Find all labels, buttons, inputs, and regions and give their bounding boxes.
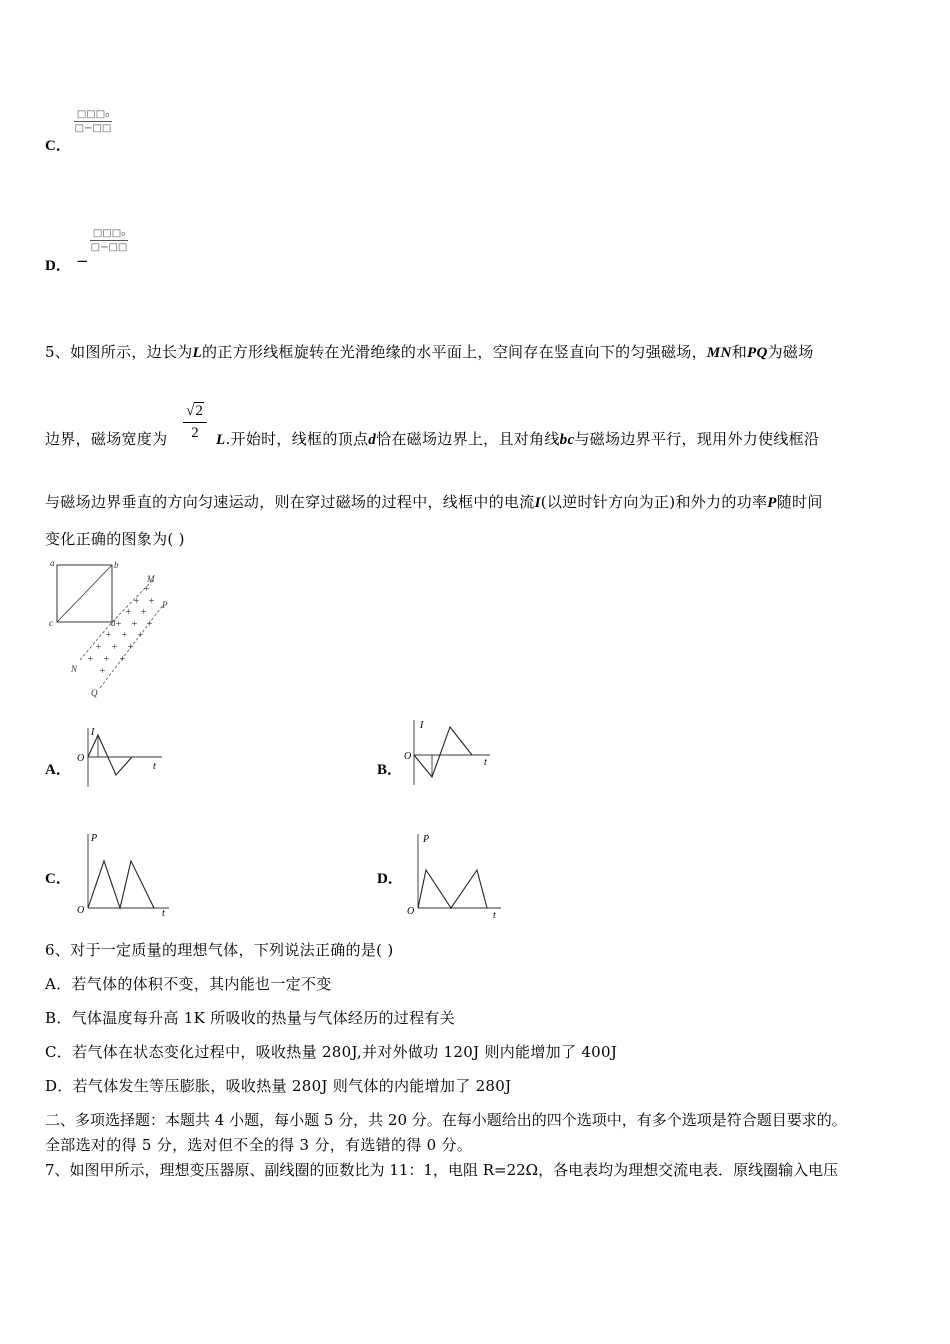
label-P: P (162, 600, 168, 610)
axis-t-label: t (484, 757, 487, 768)
field-crosses (87, 584, 155, 677)
q5-line-2b: L.开始时，线框的顶点d恰在磁场边界上，且对角线bc与磁场边界平行，现用外力使线框沿 (216, 430, 820, 448)
option-d-fraction (90, 228, 128, 253)
label-Q: Q (91, 688, 98, 698)
label-c: c (49, 618, 53, 628)
axis-t-label: t (153, 761, 156, 772)
option-c-label: C． (45, 138, 71, 154)
q6-option-a: A．若气体的体积不变，其内能也一定不变 (45, 975, 332, 993)
q5-graph-d (403, 828, 505, 920)
q5-option-c-label: C． (45, 871, 71, 887)
option-c-denominator: □−□□ (74, 123, 112, 134)
svg-text:+: + (125, 607, 132, 618)
q5-line-2: 边界，磁场宽度为 (45, 430, 168, 448)
svg-text:+: + (103, 654, 110, 665)
diagonal-bc (57, 565, 112, 622)
curve-a (88, 735, 132, 775)
option-d-denominator: □−□□ (90, 242, 128, 253)
svg-text:+: + (133, 596, 140, 607)
svg-text:+: + (131, 619, 138, 630)
svg-text:+: + (99, 666, 106, 677)
q5-graph-b (402, 715, 497, 787)
axis-I-label: I (420, 720, 424, 731)
svg-text:+: + (140, 607, 147, 618)
svg-text:+: + (143, 584, 150, 595)
q5-line-1: 5、如图所示，边长为L的正方形线框旋转在光滑绝缘的水平面上，空间存在竖直向下的匀强磁场，MN和PQ为磁场 (45, 343, 814, 361)
svg-text:+: + (121, 630, 128, 641)
q5-option-b-label: B． (377, 762, 403, 778)
svg-text:+: + (87, 654, 94, 665)
svg-text:+: + (95, 642, 102, 653)
curve-d (418, 870, 487, 908)
sqrt-denominator: 2 (191, 425, 199, 441)
curve-c (88, 861, 154, 908)
option-c-fraction (74, 109, 112, 134)
q5-graph-c (74, 828, 174, 918)
axis-t-label: t (162, 908, 165, 918)
axis-P-label: P (91, 833, 98, 844)
q7-stem: 7、如图甲所示，理想变压器原、副线圈的匝数比为 11：1，电阻 R=22Ω，各电表均为理想交流电表．原线圈输入电压 (45, 1161, 839, 1179)
label-N: N (71, 664, 78, 674)
option-d-label: D． (45, 258, 71, 274)
origin-label: O (407, 906, 415, 917)
q5-line-3: 与磁场边界垂直的方向匀速运动，则在穿过磁场的过程中，线框中的电流I(以逆时针方向为正)和外力的功率P随时间 (45, 493, 823, 511)
option-c-numerator: □□□₀ (76, 109, 110, 120)
sqrt-fraction: √2 2 (181, 403, 209, 442)
svg-text:+: + (111, 642, 118, 653)
origin-label: O (77, 905, 85, 916)
section2-line-2: 全部选对的得 5 分，选对但不全的得 3 分，有选错的得 0 分。 (45, 1136, 473, 1154)
sqrt-numerator: 2 (195, 403, 203, 419)
axis-P-label: P (423, 834, 430, 845)
svg-text:+: + (148, 596, 155, 607)
svg-text:+: + (105, 630, 112, 641)
label-M: M (147, 574, 155, 584)
label-d: d (111, 618, 116, 628)
svg-text:+: + (119, 654, 126, 665)
q6-option-b: B．气体温度每升高 1K 所吸收的热量与气体经历的过程有关 (45, 1009, 456, 1027)
svg-text:+: + (146, 619, 153, 630)
label-a: a (50, 560, 55, 568)
origin-label: O (77, 753, 85, 764)
svg-text:+: + (127, 642, 134, 653)
q5-line-4: 变化正确的图象为( ) (45, 530, 185, 548)
axis-t-label: t (493, 910, 496, 920)
q5-option-d-label: D． (377, 871, 403, 887)
svg-text:+: + (115, 619, 122, 630)
q6-option-c: C．若气体在状态变化过程中，吸收热量 280J,并对外做功 120J 则内能增加了 400J (45, 1043, 618, 1061)
axis-I-label: I (91, 727, 95, 738)
origin-label: O (404, 751, 412, 762)
svg-text:+: + (137, 630, 144, 641)
section2-line-1: 二、多项选择题：本题共 4 小题，每小题 5 分，共 20 分。在每小题给出的四个选项中，有多个选项是符合题目要求的。 (45, 1111, 847, 1129)
q6-option-d: D．若气体发生等压膨胀，吸收热量 280J 则气体的内能增加了 280J (45, 1077, 512, 1095)
option-d-minus: − (76, 252, 89, 270)
option-d-numerator: □□□₀ (92, 228, 126, 239)
label-b: b (114, 560, 119, 570)
curve-b (414, 727, 472, 777)
q5-figure (45, 560, 180, 700)
q6-stem: 6、对于一定质量的理想气体，下列说法正确的是( ) (45, 941, 394, 959)
q5-graph-a (72, 725, 167, 791)
q5-option-a-label: A． (45, 762, 71, 778)
